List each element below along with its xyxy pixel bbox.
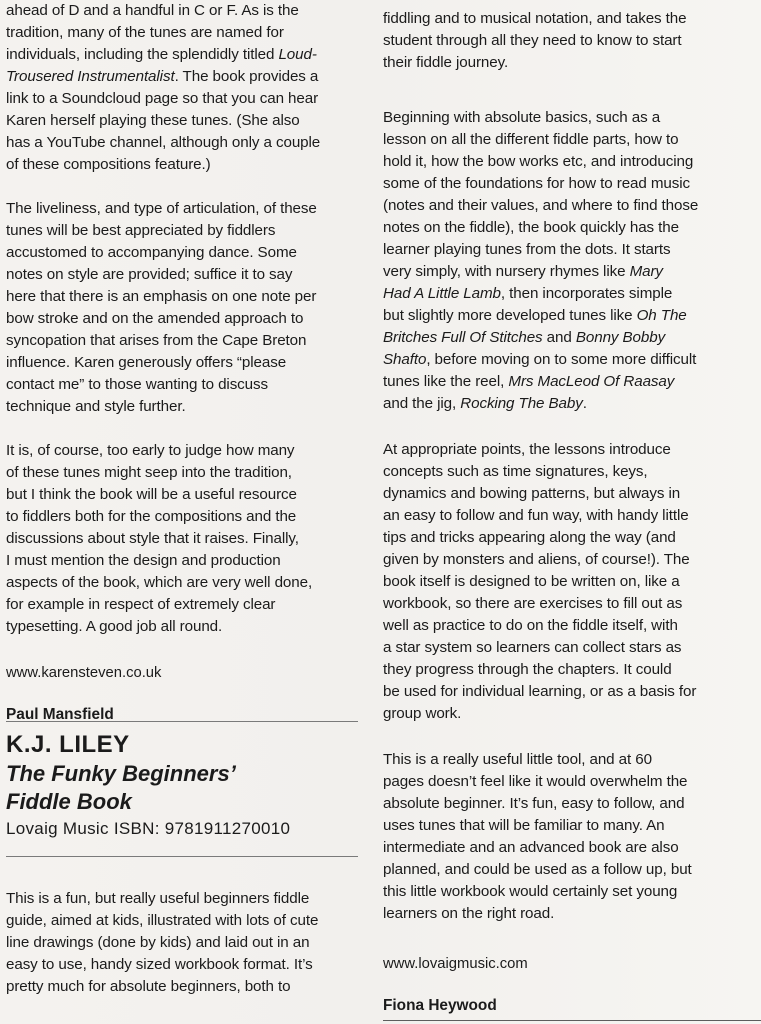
reviewer-name: Paul Mansfield [6,706,114,723]
text-fragment: but slightly more developed tunes like [383,307,637,324]
text-line: of these tunes might seep into the tradition, [6,464,292,481]
review-body-start [6,888,358,998]
text-line: ahead of D and a handful in C or F. As is the [6,2,299,19]
text-fragment: and the jig, [383,395,461,412]
review-author: K.J. LILEY [6,731,130,758]
text-fragment: , before moving on to some more difficult [426,351,697,368]
book-title-line-2: Fiddle Book [6,789,132,814]
review-header [6,730,358,842]
reviewer-name: Fiona Heywood [383,997,497,1014]
section-divider [6,721,358,722]
website-link: www.karensteven.co.uk [6,665,162,681]
text-line: they progress through the chapters. It could [383,661,672,678]
left-column [6,0,358,726]
text-line: fiddling and to musical notation, and takes the [383,10,687,27]
text-line: tunes will be best appreciated by fiddlers [6,222,276,239]
website-link: www.lovaigmusic.com [383,956,528,972]
text-line: group work. [383,705,462,722]
paragraph-articulation [6,198,358,418]
text-fragment: tunes like the reel, [383,373,509,390]
text-line: a star system so learners can collect stars as [383,639,682,656]
text-line: influence. Karen generously offers “please [6,354,287,371]
text-line: well as practice to do on the fiddle itself, with [383,617,678,634]
tune-title: Shafto [383,351,427,368]
text-line: an easy to follow and fun way, with handy little [383,507,689,524]
right-column [383,8,743,1017]
text-line: It is, of course, too early to judge how many [6,442,295,459]
text-line: workbook, so there are exercises to fill out as [383,595,683,612]
text-line: aspects of the book, which are very well done, [6,574,313,591]
text-line: hold it, how the bow works etc, and introducing [383,153,694,170]
text-line [6,66,358,88]
text-line: tips and tricks appearing along the way (and [383,529,676,546]
text-fragment: . [582,395,587,412]
text-line: some of the foundations for how to read music [383,175,691,192]
text-line: of these compositions feature.) [6,156,211,173]
text-line: guide, aimed at kids, illustrated with lots of cute [6,912,319,929]
text-line [383,327,743,349]
text-line: absolute beginner. It’s fun, easy to follow, and [383,795,685,812]
text-line: intermediate and an advanced book are also [383,839,679,856]
text-line: learners on the right road. [383,905,555,922]
text-line: tradition, many of the tunes are named for [6,24,284,41]
text-line: Karen herself playing these tunes. (She also [6,112,300,129]
text-line: accustomed to accompanying dance. Some [6,244,297,261]
text-line: their fiddle journey. [383,54,509,71]
text-line: lesson on all the different fiddle parts, how to [383,131,679,148]
tune-title: Oh The [636,307,687,324]
text-line: At appropriate points, the lessons introduce [383,441,671,458]
text-line [383,283,743,305]
text-line: technique and style further. [6,398,186,415]
text-line: student through all they need to know to start [383,32,682,49]
text-line: Beginning with absolute basics, such as a [383,109,661,126]
text-line: discussions about style that it raises. Finally, [6,530,299,547]
paragraph-lessons [383,439,743,725]
text-line: to fiddlers both for the compositions and the [6,508,297,525]
text-line: link to a Soundcloud page so that you can hear [6,90,319,107]
paragraph-verdict [383,749,743,925]
text-line: here that there is an emphasis on one note per [6,288,317,305]
text-line: syncopation that arises from the Cape Breton [6,332,307,349]
text-line: learner playing tunes from the dots. It starts [383,241,671,258]
text-line: concepts such as time signatures, keys, [383,463,648,480]
text-fragment: very simply, with nursery rhymes like [383,263,630,280]
tune-title: Had A Little Lamb [383,285,501,302]
text-line: notes on style are provided; suffice it to say [6,266,293,283]
intro-paragraph [6,0,358,176]
paragraph-continuation [383,8,743,74]
text-line [383,393,743,415]
text-line: This is a fun, but really useful beginners fiddle [6,890,310,907]
text-fragment: , then incorporates simple [500,285,673,302]
text-line: but I think the book will be a useful resource [6,486,297,503]
paragraph-basics [383,107,743,415]
text-line: easy to use, handy sized workbook format. It’s [6,956,313,973]
text-line: This is a really useful little tool, and at 60 [383,751,652,768]
tune-title: Bonny Bobby [575,329,666,346]
text-line: dynamics and bowing patterns, but always in [383,485,681,502]
publisher-isbn: Lovaig Music ISBN: 9781911270010 [6,819,291,838]
text-line [383,305,743,327]
text-line: notes on the fiddle), the book quickly has the [383,219,679,236]
tune-title: Rocking The Baby [460,395,583,412]
text-line: I must mention the design and production [6,552,281,569]
text-line: has a YouTube channel, although only a couple [6,134,321,151]
text-line [383,371,743,393]
text-line: planned, and could be used as a follow up, but [383,861,692,878]
text-line [6,44,358,66]
text-line: bow stroke and on the amended approach to [6,310,304,327]
paragraph-conclusion [6,440,358,638]
text-line: uses tunes that will be familiar to many. An [383,817,665,834]
text-line: be used for individual learning, or as a basis for [383,683,697,700]
tune-title: Mary [629,263,663,280]
tune-title: Britches Full Of Stitches [383,329,543,346]
book-title-line-1: The Funky Beginners’ [6,761,236,786]
text-line: for example in respect of extremely clear [6,596,276,613]
text-fragment: individuals, including the splendidly titled [6,46,275,63]
review-intro-paragraph [6,888,358,998]
text-line: given by monsters and aliens, of course!). The [383,551,690,568]
tune-title: Mrs MacLeod Of Raasay [508,373,675,390]
text-line: this little workbook would certainly set young [383,883,678,900]
text-line [383,261,743,283]
text-line: pretty much for absolute beginners, both to [6,978,291,995]
text-line: pages doesn’t feel like it would overwhelm the [383,773,688,790]
text-line: typesetting. A good job all round. [6,618,223,635]
text-line: contact me” to those wanting to discuss [6,376,269,393]
page-bottom-rule [383,1020,761,1021]
text-line [383,349,743,371]
text-line: (notes and their values, and where to find those [383,197,699,214]
text-fragment: and [542,329,576,346]
text-line: The liveliness, and type of articulation, of these [6,200,317,217]
header-divider [6,856,358,857]
tune-title: Trousered Instrumentalist [6,68,175,85]
text-line: book itself is designed to be written on, like a [383,573,680,590]
text-line: line drawings (done by kids) and laid out in an [6,934,310,951]
tune-title: Loud- [278,46,317,63]
text-fragment: . The book provides a [174,68,319,85]
